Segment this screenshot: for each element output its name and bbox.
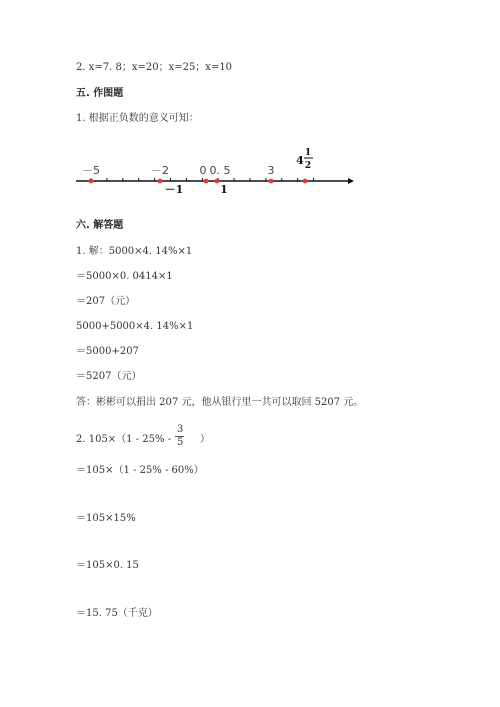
s2-line1-suffix: ） [200, 434, 210, 445]
s2-line1 [76, 424, 236, 454]
label-neg2: －2 [151, 164, 169, 177]
point-zero [204, 179, 209, 184]
point-neg2 [158, 179, 163, 184]
point-half [215, 179, 220, 184]
s2-line5: ＝15. 75（千克） [76, 608, 158, 619]
s1-line4: 5000+5000×4. 14%×1 [76, 321, 194, 332]
section-5-title: 五. 作图题 [76, 88, 124, 99]
mixed-whole: 4 [296, 154, 304, 167]
number-line-arrow [348, 178, 354, 184]
label-zero: 0 [199, 164, 207, 177]
label-one: 1 [220, 183, 228, 195]
s2-line1-prefix: 2. 105×（1 - 25% - [76, 434, 172, 445]
s2-line3: ＝105×15% [76, 513, 136, 524]
label-three: 3 [267, 164, 275, 177]
s1-line3: ＝207（元） [76, 296, 136, 307]
label-neg5: －5 [82, 164, 100, 177]
point-neg5 [89, 179, 94, 184]
s1-line1: 1. 解：5000×4. 14%×1 [76, 246, 193, 257]
s2-line4: ＝105×0. 15 [76, 560, 139, 571]
label-four-and-half [296, 148, 313, 171]
label-neg1: －1 [164, 183, 184, 195]
point-four-half [303, 179, 308, 184]
s1-answer: 答：彬彬可以捐出 207 元，他从银行里一共可以取回 5207 元。 [76, 397, 364, 408]
mixed-numerator: 1 [304, 148, 312, 158]
q2-answer: 2. x=7. 8；x=20；x=25；x=10 [76, 62, 233, 73]
s2-fraction-numerator: 3 [177, 424, 184, 435]
number-line-figure [76, 145, 356, 195]
point-three [269, 179, 274, 184]
s1-line6: ＝5207（元） [76, 371, 142, 382]
mixed-denominator: 2 [304, 161, 312, 171]
section-5-q1: 1. 根据正负数的意义可知： [76, 113, 199, 124]
s2-line2: ＝105×（1 - 25% - 60%） [76, 465, 204, 476]
label-half: 0. 5 [209, 164, 231, 177]
s2-fraction-denominator: 5 [177, 437, 184, 448]
s1-line5: ＝5000+207 [76, 346, 139, 357]
s1-line2: ＝5000×0. 0414×1 [76, 271, 173, 282]
section-6-title: 六. 解答题 [76, 220, 124, 231]
